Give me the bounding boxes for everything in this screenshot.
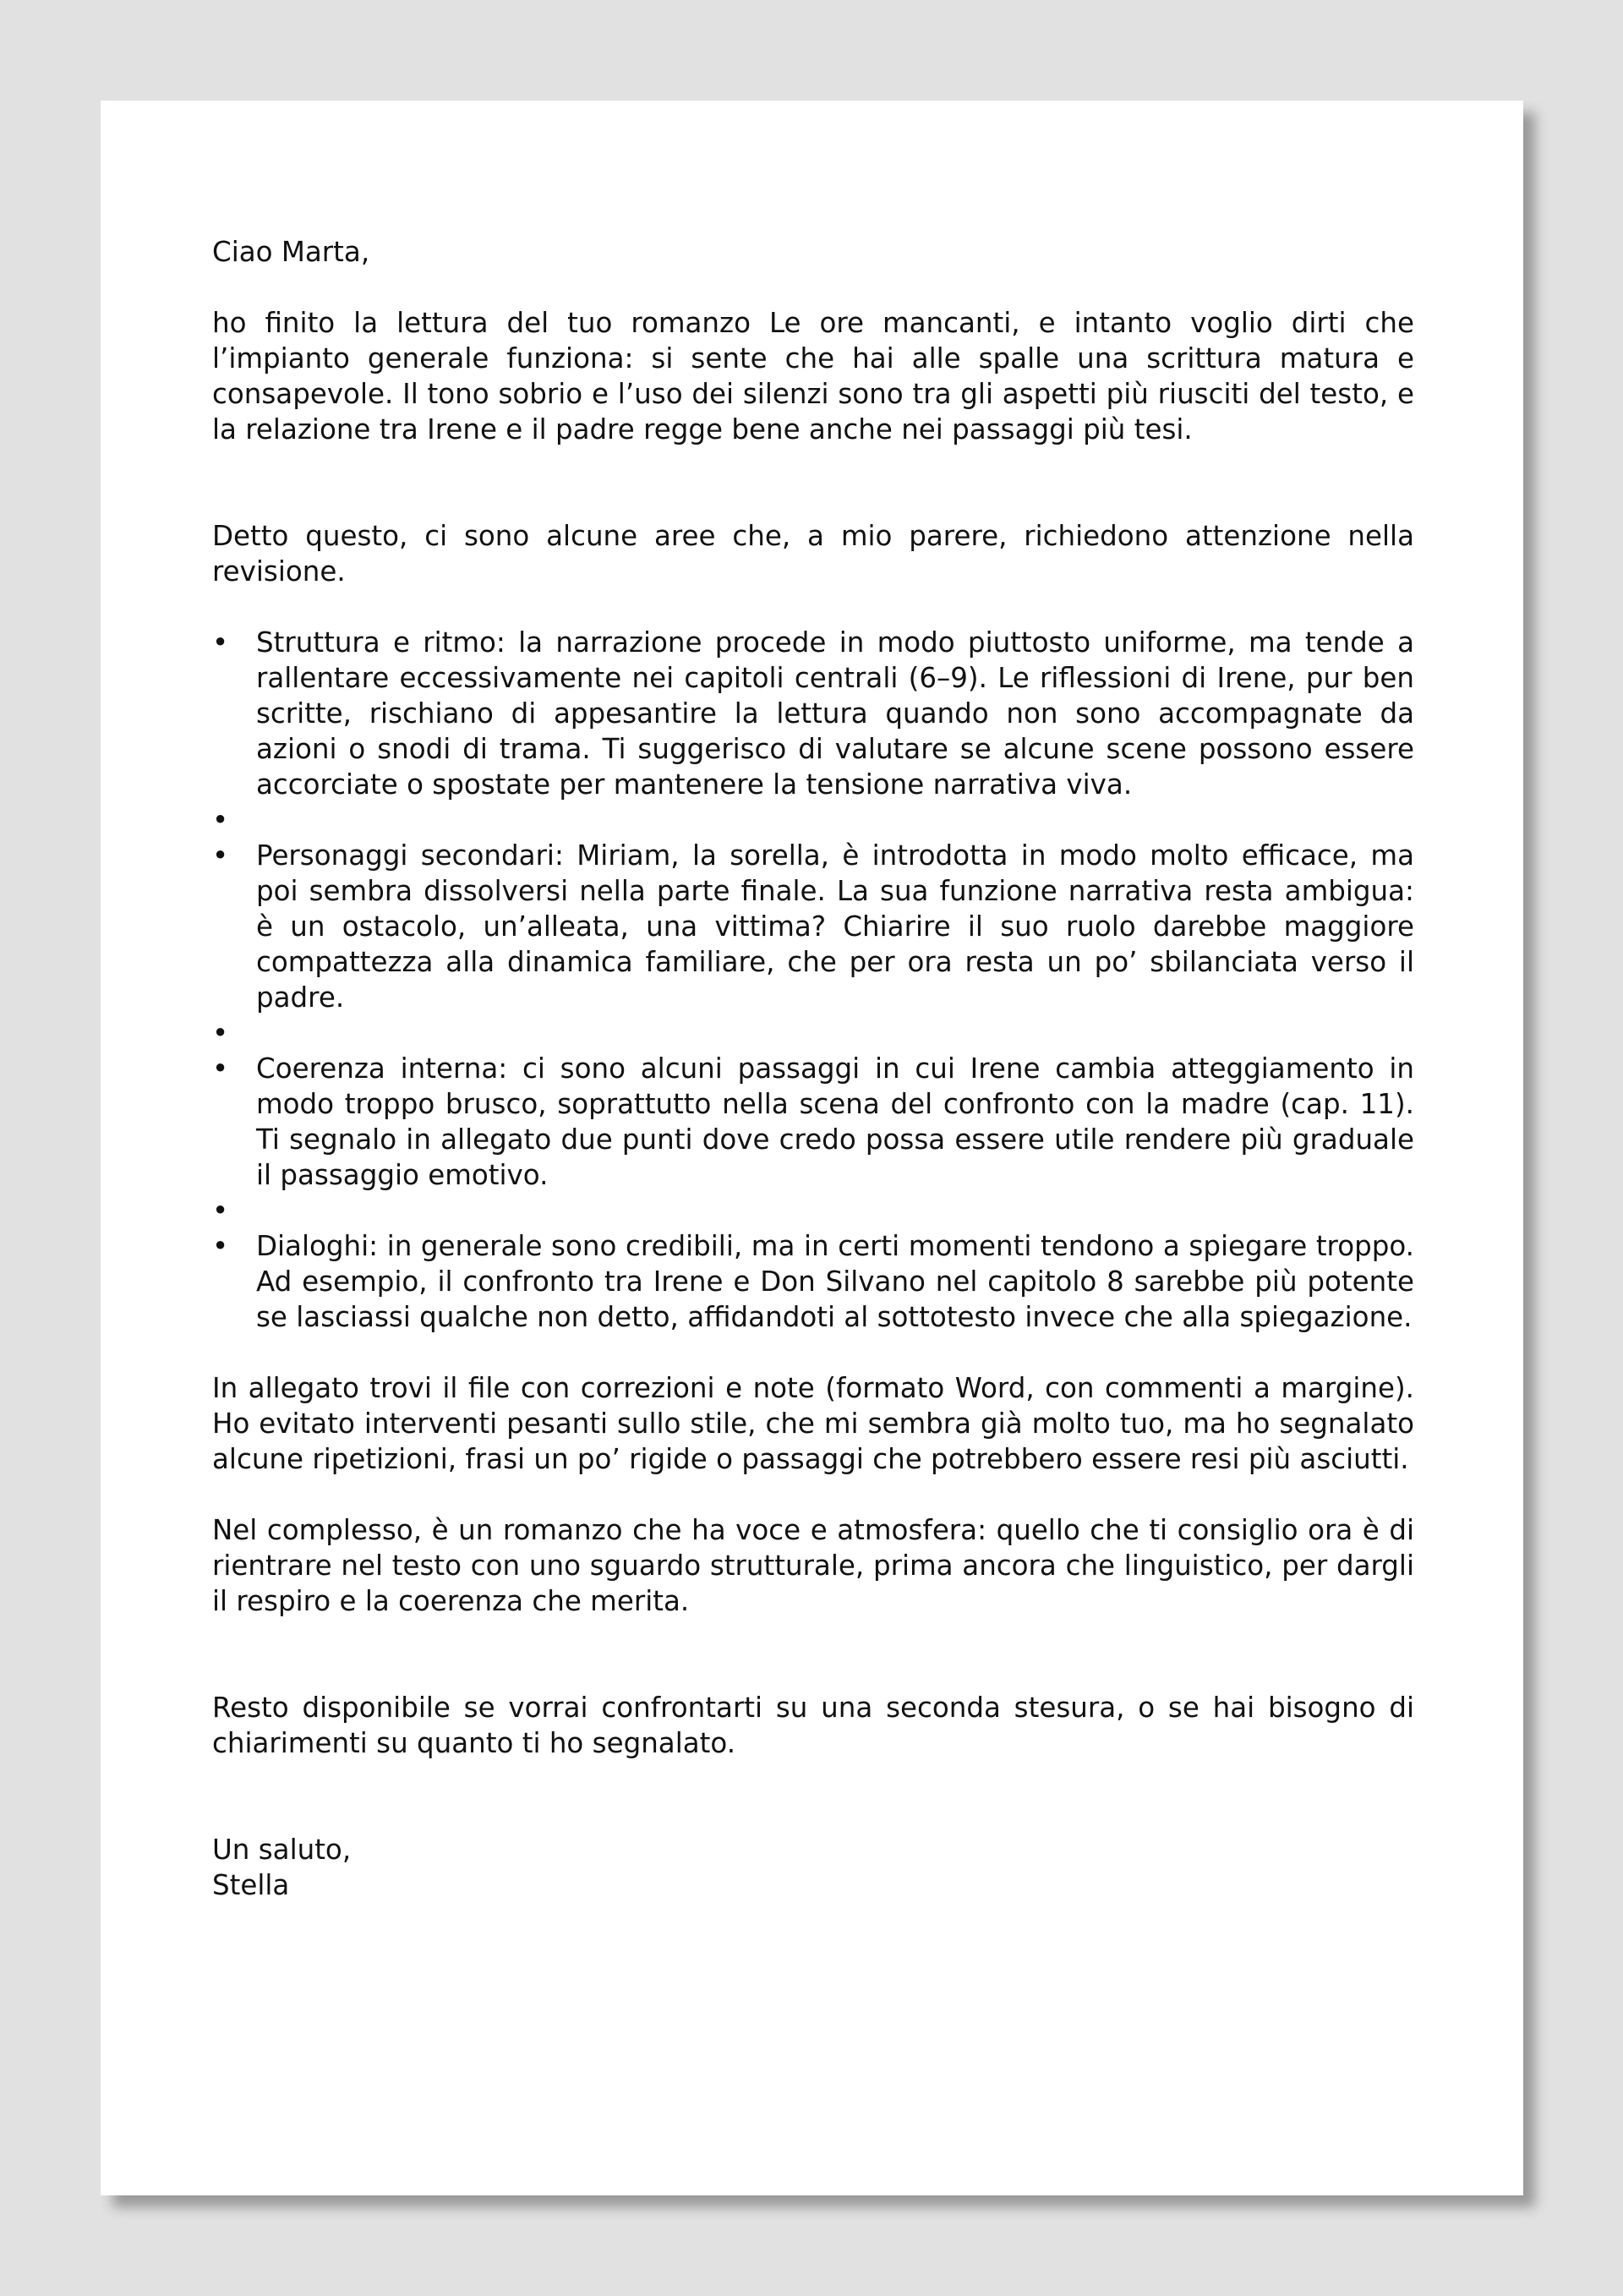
list-item-text: Coerenza interna: ci sono alcuni passaggi in cui Irene cambia atteggiamento in modo troppo brusco, soprattutto nella scena del confronto con la madre (cap. 11). Ti segnalo in allegato due punti dove credo possa essere utile rendere più graduale il passaggio emotivo. <box>256 1052 1414 1191</box>
closing: Un saluto, <box>212 1834 352 1866</box>
list-item-text: Personaggi secondari: Miriam, la sorella, è introdotta in modo molto efficace, ma poi sembra dissolversi nella parte finale. La sua funzione narrativa resta ambigua: è un ostacolo, un’alleata, una vittima? Chiarire il suo ruolo darebbe maggiore compattezza alla dinamica familiare, che per ora resta un po’ sbilanciata verso il padre. <box>256 839 1414 1014</box>
availability-paragraph: Resto disponibile se vorrai confrontarti su una seconda stesura, o se hai bisogno di chiarimenti su quanto ti ho segnalato. <box>212 1692 1414 1759</box>
list-item <box>212 1051 1414 1193</box>
list-item <box>212 625 1414 802</box>
document-page <box>101 101 1523 2195</box>
sign-off <box>212 1832 1414 1903</box>
transition-paragraph: Detto questo, ci sono alcune aree che, a mio parere, richiedono attenzione nella revisione. <box>212 520 1414 588</box>
list-item <box>212 802 1414 838</box>
bullet: • <box>212 626 229 659</box>
signature: Stella <box>212 1869 290 1901</box>
bullet: • <box>212 1017 229 1049</box>
greeting: Ciao Marta, <box>212 236 370 268</box>
list-item <box>212 1228 1414 1335</box>
summary-paragraph: Nel complesso, è un romanzo che ha voce e atmosfera: quello che ti consiglio ora è di rientrare nel testo con uno sguardo strutturale, prima ancora che linguistico, per dargli il respiro e la coerenza che merita. <box>212 1514 1414 1617</box>
bullet: • <box>212 1194 229 1227</box>
intro-paragraph: ho finito la lettura del tuo romanzo Le ore mancanti, e intanto voglio dirti che l’impianto generale funziona: si sente che hai alle spalle una scrittura matura e consapevole. Il tono sobrio e l’uso dei silenzi sono tra gli aspetti più riusciti del testo, e la relazione tra Irene e il padre regge bene anche nei passaggi più tesi. <box>212 307 1414 446</box>
letter-body <box>212 234 1414 1903</box>
list-item-text: Struttura e ritmo: la narrazione procede in modo piuttosto uniforme, ma tende a rallentare eccessivamente nei capitoli centrali (6–9). Le riflessioni di Irene, pur ben scritte, rischiano di appesantire la lettura quando non sono accompagnate da azioni o snodi di trama. Ti suggerisco di valutare se alcune scene possono essere accorciate o spostate per mantenere la tensione narrativa viva. <box>256 626 1414 801</box>
bullet: • <box>212 1052 229 1085</box>
revision-points-list <box>212 625 1414 1335</box>
bullet: • <box>212 839 229 872</box>
bullet: • <box>212 804 229 836</box>
bullet: • <box>212 1230 229 1262</box>
attachment-paragraph: In allegato trovi il file con correzioni e note (formato Word, con commenti a margine). Ho evitato interventi pesanti sullo stile, che mi sembra già molto tuo, ma ho segnalato alcune ripetizioni, frasi un po’ rigide o passaggi che potrebbero essere resi più asciutti. <box>212 1372 1414 1475</box>
list-item <box>212 1193 1414 1228</box>
list-item <box>212 1015 1414 1051</box>
list-item <box>212 838 1414 1015</box>
list-item-text: Dialoghi: in generale sono credibili, ma in certi momenti tendono a spiegare troppo. Ad esempio, il confronto tra Irene e Don Silvano nel capitolo 8 sarebbe più potente se lasciassi qualche non detto, affidandoti al sottotesto invece che alla spiegazione. <box>256 1230 1414 1333</box>
